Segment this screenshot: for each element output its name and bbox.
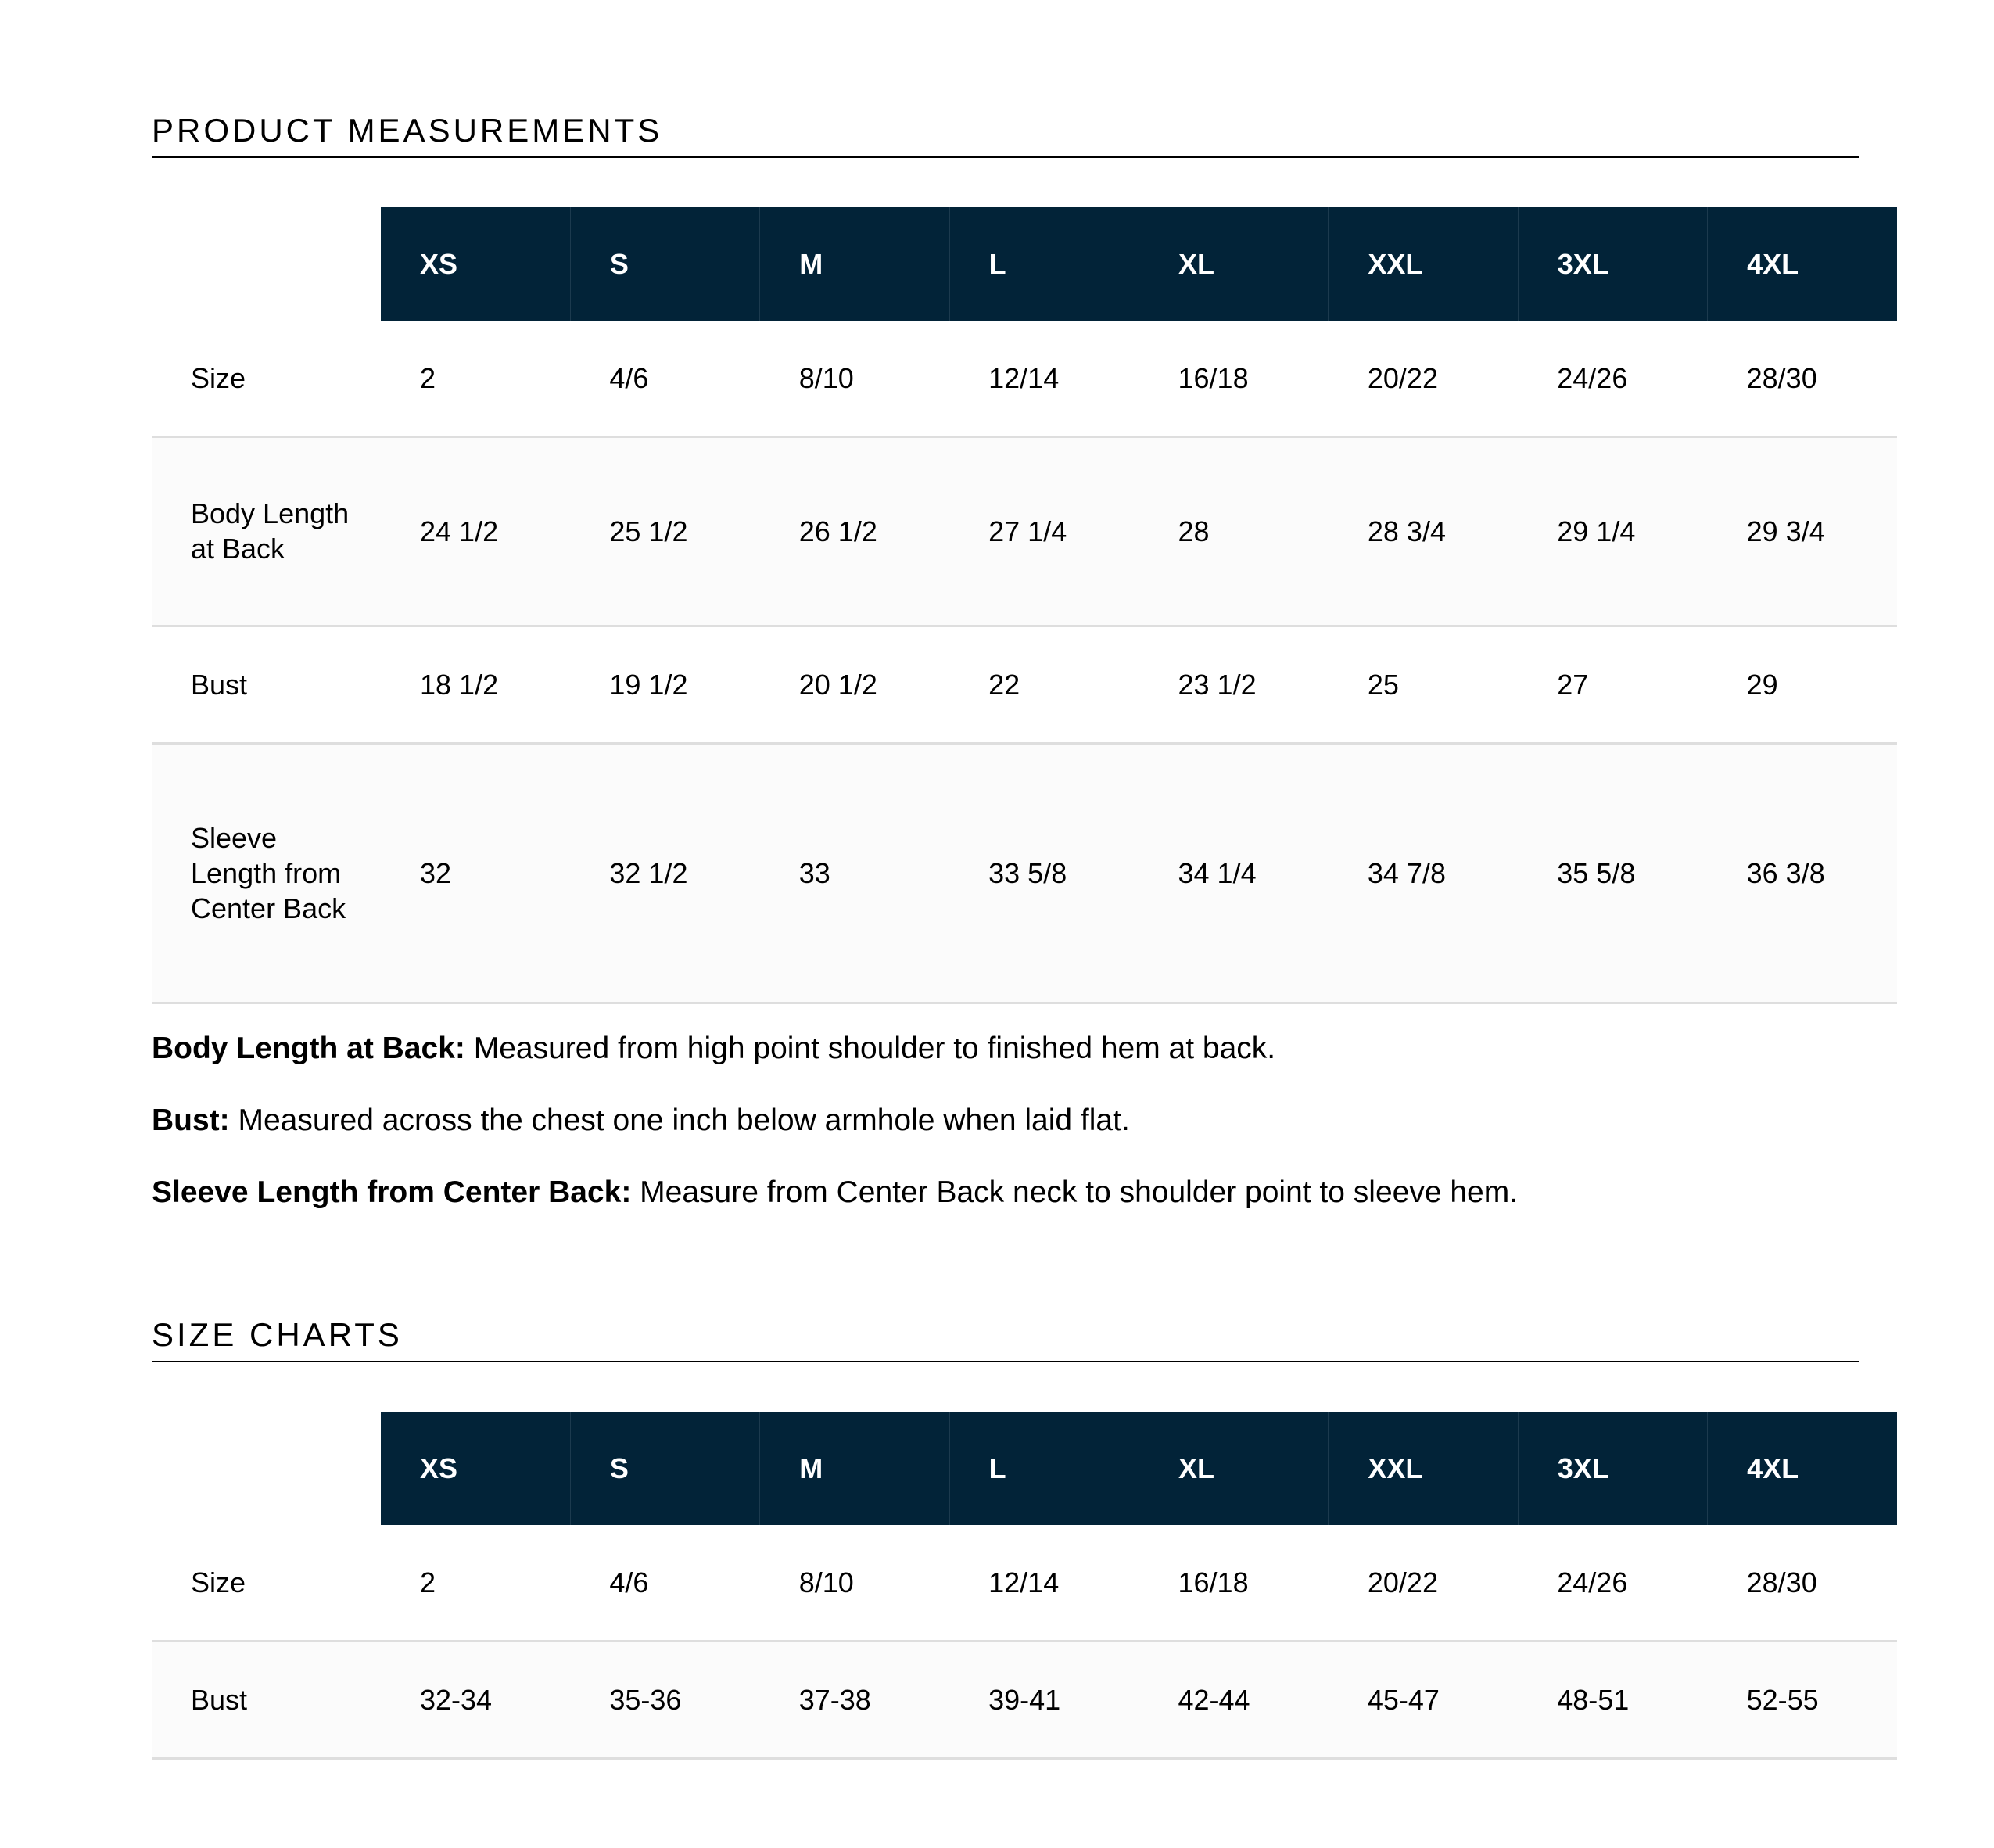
table-cell: 2 <box>381 1525 570 1641</box>
table-cell: 45-47 <box>1329 1641 1518 1758</box>
note-text: Measured from high point shoulder to finished hem at back. <box>464 1032 1276 1065</box>
table-cell: 27 1/4 <box>949 436 1139 626</box>
table-cell: 27 <box>1518 626 1707 743</box>
size-charts-table <box>152 1412 1897 1760</box>
measurement-notes <box>152 1031 1872 1246</box>
table-row <box>152 436 1897 626</box>
table-cell: 20 1/2 <box>760 626 949 743</box>
note-text: Measure from Center Back neck to shoulder point to sleeve hem. <box>631 1175 1519 1209</box>
table-cell: 35-36 <box>570 1641 759 1758</box>
table-cell: 37-38 <box>760 1641 949 1758</box>
table-cell: 28/30 <box>1708 1525 1897 1641</box>
table-cell: 8/10 <box>760 1525 949 1641</box>
product-measurements-title: PRODUCT MEASUREMENTS <box>152 114 1859 158</box>
table-cell: 12/14 <box>949 1525 1139 1641</box>
table-cell: 35 5/8 <box>1518 743 1707 1003</box>
table-cell: 29 <box>1708 626 1897 743</box>
table-cell: 32 <box>381 743 570 1003</box>
table-cell: 28 <box>1139 436 1329 626</box>
size-charts-title: SIZE CHARTS <box>152 1319 1859 1362</box>
table-cell: 33 <box>760 743 949 1003</box>
row-label: Size <box>152 321 381 436</box>
column-header: XL <box>1139 1412 1329 1525</box>
table-cell: 25 <box>1329 626 1518 743</box>
table-cell: 4/6 <box>570 321 759 436</box>
table-cell: 42-44 <box>1139 1641 1329 1758</box>
column-header: 3XL <box>1518 207 1707 321</box>
row-label: Body Length at Back <box>152 436 381 626</box>
table-cell: 52-55 <box>1708 1641 1897 1758</box>
note-body-length <box>152 1031 1872 1068</box>
table-cell: 24/26 <box>1518 1525 1707 1641</box>
table-cell: 8/10 <box>760 321 949 436</box>
table-cell: 16/18 <box>1139 321 1329 436</box>
table-cell: 24/26 <box>1518 321 1707 436</box>
table-cell: 20/22 <box>1329 1525 1518 1641</box>
table-header-row <box>152 1412 1897 1525</box>
row-label: Size <box>152 1525 381 1641</box>
table-cell: 32-34 <box>381 1641 570 1758</box>
table-cell: 18 1/2 <box>381 626 570 743</box>
table-cell: 26 1/2 <box>760 436 949 626</box>
column-header: 4XL <box>1708 207 1897 321</box>
column-header: XXL <box>1329 1412 1518 1525</box>
table-cell: 29 3/4 <box>1708 436 1897 626</box>
table-cell: 25 1/2 <box>570 436 759 626</box>
column-header: XXL <box>1329 207 1518 321</box>
column-header: XS <box>381 1412 570 1525</box>
table-row <box>152 1525 1897 1641</box>
table-cell: 36 3/8 <box>1708 743 1897 1003</box>
table-cell: 16/18 <box>1139 1525 1329 1641</box>
table-cell: 48-51 <box>1518 1641 1707 1758</box>
table-cell: 19 1/2 <box>570 626 759 743</box>
note-term: Sleeve Length from Center Back: <box>152 1175 632 1209</box>
table-cell: 12/14 <box>949 321 1139 436</box>
product-measurements-table <box>152 207 1897 1004</box>
table-cell: 33 5/8 <box>949 743 1139 1003</box>
note-term: Body Length at Back: <box>152 1032 465 1065</box>
column-header: M <box>760 207 949 321</box>
table-row <box>152 626 1897 743</box>
table-cell: 24 1/2 <box>381 436 570 626</box>
note-term: Bust: <box>152 1103 230 1137</box>
column-header: XS <box>381 207 570 321</box>
table-cell: 22 <box>949 626 1139 743</box>
table-cell: 39-41 <box>949 1641 1139 1758</box>
column-header: S <box>570 207 759 321</box>
header-corner <box>152 1412 381 1525</box>
column-header: L <box>949 207 1139 321</box>
note-text: Measured across the chest one inch below armhole when laid flat. <box>229 1103 1130 1137</box>
note-bust <box>152 1103 1872 1139</box>
table-row <box>152 321 1897 436</box>
column-header: S <box>570 1412 759 1525</box>
column-header: M <box>760 1412 949 1525</box>
table-cell: 29 1/4 <box>1518 436 1707 626</box>
table-cell: 4/6 <box>570 1525 759 1641</box>
table-cell: 34 7/8 <box>1329 743 1518 1003</box>
table-cell: 23 1/2 <box>1139 626 1329 743</box>
table-cell: 28/30 <box>1708 321 1897 436</box>
table-cell: 28 3/4 <box>1329 436 1518 626</box>
row-label: Bust <box>152 626 381 743</box>
table-row <box>152 743 1897 1003</box>
row-label: Bust <box>152 1641 381 1758</box>
column-header: 4XL <box>1708 1412 1897 1525</box>
table-cell: 32 1/2 <box>570 743 759 1003</box>
table-row <box>152 1641 1897 1758</box>
row-label: Sleeve Length from Center Back <box>152 743 381 1003</box>
header-corner <box>152 207 381 321</box>
note-sleeve-length <box>152 1175 1872 1211</box>
column-header: 3XL <box>1518 1412 1707 1525</box>
column-header: L <box>949 1412 1139 1525</box>
table-cell: 20/22 <box>1329 321 1518 436</box>
table-cell: 2 <box>381 321 570 436</box>
column-header: XL <box>1139 207 1329 321</box>
table-cell: 34 1/4 <box>1139 743 1329 1003</box>
table-header-row <box>152 207 1897 321</box>
